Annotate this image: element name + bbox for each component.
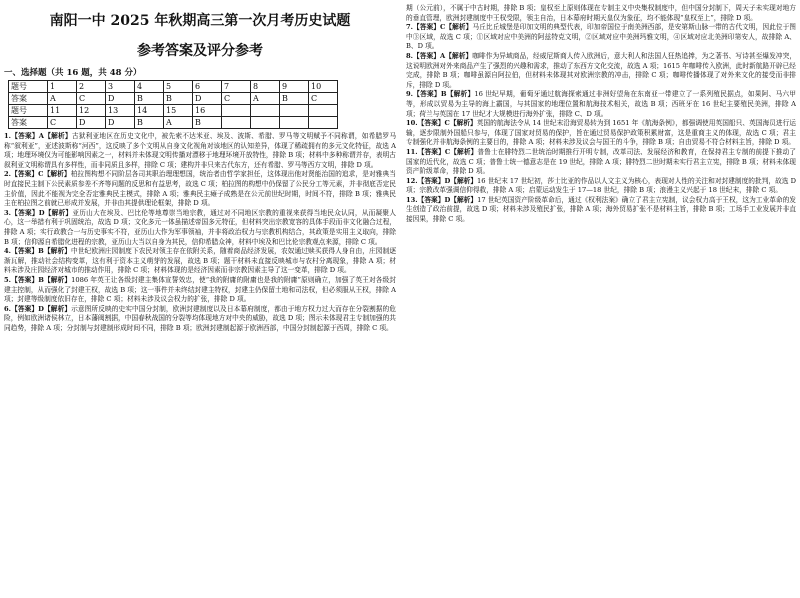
question-number: 7.【答案】C【解析】: [406, 23, 473, 32]
answer-cell: 7: [222, 81, 251, 93]
answer-paragraph: [406, 119, 796, 148]
explanation-text: 1086 年英王让各级封建主集体宣誓效忠，使“我的附庸的附庸也是我的附庸”原则确立，加强了英王对各级封建主控制，从而强化了封建王权，故选 B 项；这一事件并未终结封建主特权，封建主仍保留土地和司法权，但必须服从王权，排除 A 项；封建等级制度依旧存在，排除 C 项；材料未涉及议会权力的扩张，排除 D 项。: [4, 275, 396, 304]
question-number: 12.【答案】D【解析】: [406, 176, 478, 185]
answer-cell: C: [222, 93, 251, 105]
answer-table-row: [9, 93, 338, 105]
explanation-text: 普鲁士在腓特烈二世统治时期推行开明专制，改革司法、发展经济和教育，在保持君主专制的前提下推动了国家的近代化，故选 C 项；普鲁士统一德意志是在 19 世纪，排除 A 项；腓特烈二世时期未实行君主立宪，排除 B 项；材料未体现资产阶级革命，排除 D 项。: [406, 147, 796, 176]
answer-cell: 2: [77, 81, 106, 93]
answer-cell: [280, 105, 309, 117]
answer-cell: A: [251, 93, 280, 105]
question-number: 9.【答案】B【解析】: [406, 90, 475, 99]
question-number: 8.【答案】A【解析】: [406, 51, 473, 60]
answer-cell: 6: [193, 81, 222, 93]
answer-cell: 10: [309, 81, 338, 93]
answer-cell: 1: [48, 81, 77, 93]
answer-paragraph: [406, 90, 796, 119]
answer-cell: B: [164, 93, 193, 105]
answer-cell: C: [309, 93, 338, 105]
answer-cell: D: [106, 93, 135, 105]
answer-table-row: [9, 117, 338, 129]
explanation-text: 中世纪欧洲庄园制度下农民对领主存在依附关系，随着商品经济发展，农奴通过赎买获得人身自由，庄园制逐渐瓦解，推动社会结构变革，这有利于资本主义萌芽的发展，故选 B 项；题干材料未直接反映城市与农村分离现象，排除 A 项；材料未涉及庄园经济对城市的推动作用，排除 C 项；材料体现的是经济因素而非宗教因素主导了这一变革，排除 D 项。: [4, 247, 396, 275]
answer-cell: [222, 105, 251, 117]
answer-cell: 11: [48, 105, 77, 117]
left-answers: [4, 132, 396, 333]
answer-table-row: [9, 81, 338, 93]
explanation-text: 柏拉图构想不同阶层各司其职治理理想国，统治者由哲学家担任，这体现出他对贤能治国的追求，是对雅典当时直接民主制下公民素质参差不齐等问题的反思和有益思考，故选 C 项；柏拉图的构想中仍保留了公民分工等元素，并非彻底否定民主价值，因此不能视为完全否定雅典民主模式，排除 A 项；雅典民主瘫子成熟是在公元前世纪时期，时间不符，排除 B 项；雅典民主在柏拉图之前就已形成并发展，并非由其提供理论框架，排除 D 项。: [4, 170, 396, 208]
answer-paragraph: [4, 209, 396, 247]
answer-cell: C: [77, 93, 106, 105]
row-header-cell: 题号: [9, 105, 48, 117]
question-number: 5.【答案】B【解析】: [4, 275, 72, 284]
answer-cell: B: [135, 117, 164, 129]
explanation-text: 英国的航海法令从 14 世纪末沿海贸易转为到 1651 年《航海条例》，都强调使用英国船只、英国海员进行运输，逐步限制外国船只参与，体现了国家对贸易的保护，旨在通过贸易保护政策积累财富，这是重商主义的体现，故选 C 项；君主专制强化并非航海条例的主要目的，排除 A 项；材料未涉及议会与国王的斗争，排除 B 项；自由贸易不符合材料主旨，排除 D 项。: [406, 119, 796, 147]
answer-table: [8, 80, 338, 129]
answer-table-row: [9, 105, 338, 117]
page-title: 南阳一中 2025 年秋期高三第一次月考历史试题: [49, 13, 351, 29]
explanation-text: 16 世纪末 17 世纪初，莎士比亚的作品以人文主义为核心，表现对人性的关注和对封建制度的批判，故选 D 项；宗教改革强调信仰得救，排除 A 项；启蒙运动发生于 17—18 世纪，排除 B 项；浪漫主义兴起于 18 世纪末，排除 C 项。: [406, 176, 796, 195]
answer-cell: 8: [251, 81, 280, 93]
answer-cell: [309, 105, 338, 117]
row-header-cell: 答案: [9, 117, 48, 129]
answer-paragraph: [406, 23, 796, 52]
answer-paragraph: [4, 247, 396, 276]
answer-cell: [222, 117, 251, 129]
row-header-cell: 题号: [9, 81, 48, 93]
answer-cell: 12: [77, 105, 106, 117]
explanation-text: 示意图所反映的史实中国分封制，欧洲封建制度以及日本幕府制度，都由于地方权力过大而存在分裂割据的危险，例如欧洲诸侯林立，日本藩阀割据，中国春秋战国的分裂等均体现地方对中央的威胁，故选 D 项；图示未体现君主专制加强的共同趋势，排除 A 项；分封制与封建制形成时间不同，排除 B 项；欧洲封建制起源于欧洲西部，中国分封制起源于西周，排除 C 项。: [4, 304, 396, 332]
answer-cell: [309, 117, 338, 129]
question-number: 2.【答案】C【解析】: [4, 170, 71, 179]
answer-paragraph: [406, 177, 796, 196]
section-heading: 一、选择题（共 16 题，共 48 分）: [4, 68, 142, 78]
answer-cell: 15: [164, 105, 193, 117]
answer-cell: D: [77, 117, 106, 129]
answer-paragraph: [4, 276, 396, 305]
answer-paragraph: [4, 132, 396, 170]
answer-cell: 16: [193, 105, 222, 117]
answer-cell: 13: [106, 105, 135, 117]
question-number: 6.【答案】D【解析】: [4, 304, 72, 313]
answer-cell: B: [193, 117, 222, 129]
answer-cell: D: [193, 93, 222, 105]
answer-cell: 5: [164, 81, 193, 93]
answer-paragraph: [406, 196, 796, 225]
row-header-cell: 答案: [9, 93, 48, 105]
answer-paragraph: [406, 148, 796, 177]
answer-paragraph: [4, 305, 396, 334]
answer-paragraph: [406, 4, 796, 23]
answer-cell: 3: [106, 81, 135, 93]
explanation-text: 古狱利亚地区在历史文化中，被先索不达米亚、埃及、波斯、希腊、罗马等文明赋予不同称谓，如希腊罗马称“叙利亚”，亚述波斯称“河西”，这反映了多个文明从自身文化视角对该地区的认知差异，体现了稀疏拥有的多元文化特征，故选 A 项；地理环境仅为可能影响因素之一，材料并未体现文明传播对漂移于地理环境开放特性，排除 B 项；材料中多种称谓并存，表明古叙利亚文明称谓具有多样性，而非同质且多样，排除 C 项；建构并非只来古代东方，还有希腊、罗马等西方文明，排除 D 项。: [4, 132, 396, 169]
answer-cell: A: [48, 93, 77, 105]
answer-cell: [251, 105, 280, 117]
answer-cell: [251, 117, 280, 129]
answer-cell: 4: [135, 81, 164, 93]
question-number: 3.【答案】D【解析】: [4, 208, 73, 217]
question-number: 11.【答案】C【解析】: [406, 147, 478, 156]
answer-cell: A: [164, 117, 193, 129]
question-number: 1.【答案】A【解析】: [4, 132, 72, 140]
explanation-text: 亚历山大在埃及、巴比伦等地尊崇当地宗教，通过对不同地区宗教的重视来获得当地民众认同，从而凝聚人心，这一举措有利于巩固统治，故选 D 项；文化多元一体虽描述帝国多元特征，但材料突出宗教宽容的具体手段而非文化融合过程，排除 A 项；实行政教合一与历史事实不符，亚历山大作为军事领袖，并非将政治权力与宗教机构结合，其政策是实用主义取向，排除 B 项；信仰源自希腊化进程的宗教，亚历山大当以自身为其民，信仰希腊众神，材料中埃及和巴比伦宗教观点来源，排除 C 项。: [4, 208, 396, 246]
answer-cell: [280, 117, 309, 129]
answer-paragraph: [406, 52, 796, 90]
right-column: [406, 0, 796, 598]
explanation-text: 咖啡作为异域商品，经威尼斯商人传入欧洲后，意大利人和法国人狂热追捧，为之著书、写诗甚至爆发冲突，这说明欧洲对外来商品产生了强烈的兴趣和需求，推动了东西方文化交流，故选 A 项；1615 年咖啡传入欧洲，此时新航路开辟已经完成，排除 B 项；咖啡虽源自阿拉伯，但材料未体现其对欧洲宗教的冲击，排除 C 项；咖啡传播体现了对外来文化的接受而非排斥，排除 D 项。: [406, 51, 796, 89]
answer-cell: B: [135, 93, 164, 105]
explanation-text: 期（公元前），不属于中古时期，排除 B 项；皇权至上原则体现在专制主义中央集权制度中，但中国分封制下，周天子未实现对地方的垂直管理，欧洲封建制度中王权受限，领主自治，日本幕府时期天皇仅为象征，均不能体现“皇权至上”，排除 D 项。: [406, 4, 796, 22]
explanation-text: 马丘比丘城堡是印加文明的典型代表，印加帝国位于南美洲西部，是安第斯山脉一带的古代文明，因此位于图中③区域，故选 C 项；①区域对应中美洲的阿兹特克文明，②区域对应中美洲玛雅文明，④区域对应北美洲印第安人，故排除 A、B、D 项。: [406, 23, 796, 51]
answer-cell: C: [48, 117, 77, 129]
answer-cell: 9: [280, 81, 309, 93]
answer-cell: D: [106, 117, 135, 129]
answer-cell: B: [280, 93, 309, 105]
right-answers: [406, 4, 796, 225]
question-number: 13.【答案】D【解析】: [406, 195, 478, 204]
answer-cell: 14: [135, 105, 164, 117]
page-subtitle: 参考答案及评分参考: [137, 43, 263, 59]
question-number: 10.【答案】C【解析】: [406, 119, 477, 128]
explanation-text: 16 世纪早期，葡萄牙通过航海探索通过非洲好望角在东南亚一带建立了一系列殖民据点，如果阿、马六甲等，形成以贸易为主导的海上霸国，与其国家的地理位置和航海技术相关，故选 B 项；西班牙在 16 世纪主要殖民美洲，排除 A 项；荷兰与英国在 17 世纪才大规模进行海外扩张，排除 C、D 项。: [406, 90, 796, 118]
answer-paragraph: [4, 170, 396, 208]
explanation-text: 17 世纪英国资产阶级革命后，通过《权利法案》确立了君主立宪制，议会权力高于王权，这为工业革命的发生创造了政治前提，故选 D 项；材料未涉及殖民扩张，排除 A 项；海外贸易扩张不是材料主旨，排除 B 项；工场手工业发展并非直接因果，排除 C 项。: [406, 195, 796, 224]
left-column: [4, 0, 396, 598]
question-number: 4.【答案】B【解析】: [4, 247, 71, 256]
